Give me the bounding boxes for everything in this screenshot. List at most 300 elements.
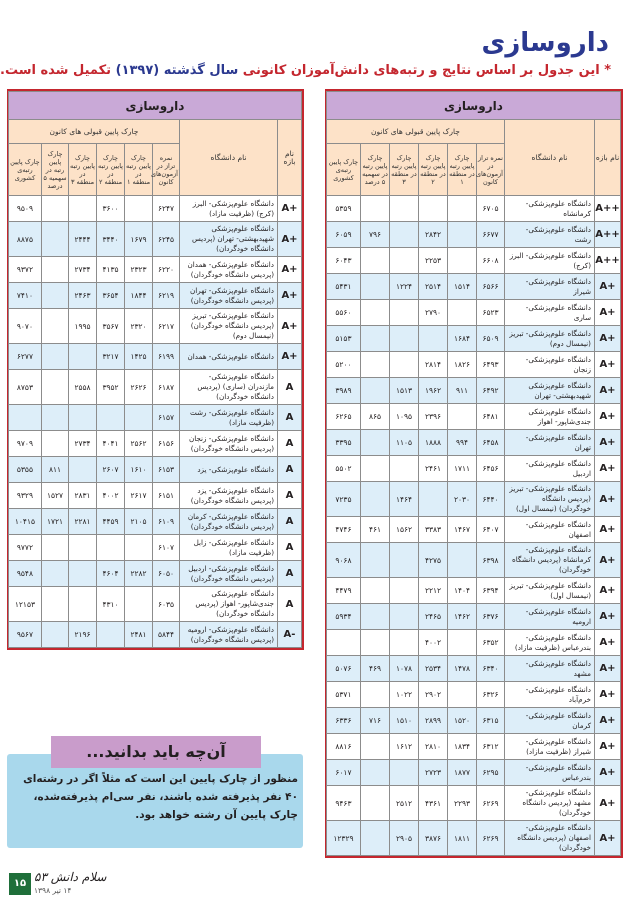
national-rank-cell: ۹۷۷۲ <box>8 535 41 561</box>
university-name: دانشگاه علوم‌پزشکی- یزد <box>180 457 278 483</box>
region2-cell: ۳۸۷۶ <box>419 821 448 856</box>
table-row <box>8 509 301 535</box>
table-body <box>326 196 620 856</box>
national-rank-cell: ۱۲۳۲۹ <box>326 821 360 856</box>
national-rank-cell: ۹۵۶۷ <box>8 622 41 648</box>
university-name: دانشگاه علوم‌پزشکی- تهران <box>505 430 595 456</box>
score-cell: ۶۲۶۹ <box>477 821 505 856</box>
issue-date: ۱۴ تیر ۱۳۹۸ <box>34 886 72 895</box>
tier-badge: A+ <box>595 300 621 326</box>
university-name: دانشگاه علوم‌پزشکی- البرز (کرج) <box>505 248 595 274</box>
region2-cell: ۴۰۰۲ <box>97 483 125 509</box>
national-rank-cell: ۵۰۷۶ <box>326 656 360 682</box>
national-rank-cell: ۵۳۵۹ <box>326 196 360 222</box>
region1-cell <box>125 196 153 222</box>
region2-cell: ۳۲۱۷ <box>97 344 125 370</box>
table-row <box>326 630 620 656</box>
table-row <box>326 430 620 456</box>
score-cell: ۶۳۹۸ <box>477 543 505 578</box>
page-number: ۱۵ <box>9 873 31 895</box>
region3-cell <box>390 300 419 326</box>
score-cell: ۶۰۵۰ <box>153 561 180 587</box>
table-row <box>8 196 301 222</box>
score-cell: ۶۳۴۰ <box>477 656 505 682</box>
table-row <box>326 326 620 352</box>
national-rank-cell: ۴۴۷۹ <box>326 578 360 604</box>
tier-badge: A+ <box>278 283 302 309</box>
table-row <box>326 734 620 760</box>
national-rank-cell: ۸۷۵۳ <box>8 370 41 405</box>
quota5-cell <box>361 821 390 856</box>
region3-cell: ۲۴۶۳ <box>69 283 97 309</box>
region2-cell: ۲۸۱۴ <box>419 352 448 378</box>
score-cell: ۶۶۷۷ <box>477 222 505 248</box>
region2-cell <box>97 405 125 431</box>
national-rank-cell: ۵۹۳۴ <box>326 604 360 630</box>
table-row <box>326 352 620 378</box>
table-row <box>326 786 620 821</box>
score-cell: ۶۳۷۶ <box>477 604 505 630</box>
score-cell: ۶۳۵۲ <box>477 630 505 656</box>
tier-badge: A++ <box>595 248 621 274</box>
tier-badge: A <box>278 370 302 405</box>
region2-cell: ۲۸۹۹ <box>419 708 448 734</box>
region1-cell: ۱۸۲۶ <box>448 352 477 378</box>
table-row <box>326 274 620 300</box>
subtitle-part-1: * این جدول بر اساس نتایج و رتبه‌های دانش‌آموزان کانونی <box>238 63 611 78</box>
region3-cell <box>69 457 97 483</box>
region2-cell: ۳۴۴۰ <box>97 222 125 257</box>
region1-cell <box>448 543 477 578</box>
quota5-cell <box>361 682 390 708</box>
tier-badge: A+ <box>595 517 621 543</box>
page-title: داروسازی <box>481 28 609 58</box>
university-name: دانشگاه علوم‌پزشکی- شیراز <box>505 274 595 300</box>
col-region2: چارک پایین رتبه در منطقه ۲ <box>419 144 448 196</box>
university-name: دانشگاه علوم‌پزشکی- اردبیل <box>505 456 595 482</box>
university-name: دانشگاه علوم‌پزشکی- شیراز (ظرفیت مازاد) <box>505 734 595 760</box>
score-cell: ۶۱۰۷ <box>153 535 180 561</box>
national-rank-cell: ۶۰۱۷ <box>326 760 360 786</box>
university-name: دانشگاه علوم‌پزشکی شهیدبهشتی- تهران (پردیس دانشگاه خودگردان) <box>180 222 278 257</box>
tier-badge: A- <box>278 622 302 648</box>
quota5-cell <box>361 300 390 326</box>
national-rank-cell: ۶۰۵۹ <box>326 222 360 248</box>
region2-cell: ۳۶۰۰ <box>97 196 125 222</box>
university-name: دانشگاه علوم‌پزشکی- کرمان <box>505 708 595 734</box>
region1-cell: ۱۴۶۷ <box>448 517 477 543</box>
national-rank-cell: ۱۰۴۱۵ <box>8 509 41 535</box>
score-cell: ۶۵۶۶ <box>477 274 505 300</box>
region1-cell <box>448 222 477 248</box>
national-rank-cell: ۵۵۰۲ <box>326 456 360 482</box>
score-cell: ۶۲۴۷ <box>153 196 180 222</box>
tier-badge: A <box>278 535 302 561</box>
region2-cell: ۴۳۱۰ <box>97 587 125 622</box>
region1-cell: ۲۶۱۷ <box>125 483 153 509</box>
quota5-cell <box>361 430 390 456</box>
region3-cell <box>390 604 419 630</box>
region3-cell <box>390 352 419 378</box>
table-row <box>326 543 620 578</box>
region3-cell <box>390 196 419 222</box>
region3-cell: ۱۰۹۵ <box>390 404 419 430</box>
col-region1: چارک پایین رتبه در منطقه ۱ <box>448 144 477 196</box>
region1-cell: ۱۴۲۵ <box>125 344 153 370</box>
score-cell: ۶۳۱۲ <box>477 734 505 760</box>
region2-cell: ۲۳۹۶ <box>419 404 448 430</box>
region2-cell: ۱۹۶۲ <box>419 378 448 404</box>
tier-badge: A+ <box>595 630 621 656</box>
national-rank-cell: ۸۸۷۵ <box>8 222 41 257</box>
region1-cell: ۲۳۲۳ <box>125 257 153 283</box>
region2-cell <box>419 326 448 352</box>
region1-cell: ۱۵۲۰ <box>448 708 477 734</box>
col-university: نام دانشگاه <box>505 120 595 196</box>
region2-cell: ۲۷۹۰ <box>419 300 448 326</box>
tier-badge: A <box>278 457 302 483</box>
region2-cell: ۴۴۵۹ <box>97 509 125 535</box>
subtitle-year: سال گذشته (۱۳۹۷) <box>115 63 239 78</box>
region3-cell <box>390 760 419 786</box>
region1-cell: ۱۴۰۴ <box>448 578 477 604</box>
ranking-table-left <box>7 89 304 650</box>
national-rank-cell: ۶۲۷۷ <box>8 344 41 370</box>
university-name: دانشگاه علوم‌پزشکی- تبریز (نیمسال اول) <box>505 578 595 604</box>
university-name: دانشگاه علوم‌پزشکی- مازندران (ساری) (پردیس دانشگاه خودگردان) <box>180 370 278 405</box>
table-row <box>326 604 620 630</box>
col-university: نام دانشگاه <box>180 120 278 196</box>
university-name: دانشگاه علوم‌پزشکی- رشت <box>505 222 595 248</box>
score-cell: ۶۴۰۷ <box>477 517 505 543</box>
region3-cell <box>69 535 97 561</box>
tier-badge: A <box>278 561 302 587</box>
score-cell: ۶۱۸۷ <box>153 370 180 405</box>
col-tier: نام بازه <box>278 120 302 196</box>
tier-badge: A+ <box>595 543 621 578</box>
university-name: دانشگاه علوم‌پزشکی- همدان (پردیس دانشگاه خودگردان) <box>180 257 278 283</box>
quota5-cell: ۷۹۶ <box>361 222 390 248</box>
table-row <box>8 483 301 509</box>
tier-badge: A+ <box>595 682 621 708</box>
national-rank-cell: ۹۳۷۲ <box>8 257 41 283</box>
region2-cell: ۲۹۰۲ <box>419 682 448 708</box>
region1-cell <box>125 587 153 622</box>
region1-cell <box>448 248 477 274</box>
region1-cell <box>448 682 477 708</box>
tier-badge: A+ <box>595 430 621 456</box>
table-row <box>8 257 301 283</box>
table-row <box>326 482 620 517</box>
tier-badge: A+ <box>278 222 302 257</box>
score-cell: ۶۴۵۶ <box>477 456 505 482</box>
ranking-table-right <box>325 89 623 858</box>
university-name: دانشگاه علوم‌پزشکی- ارومیه <box>505 604 595 630</box>
university-name: دانشگاه علوم‌پزشکی- زابل (ظرفیت مازاد) <box>180 535 278 561</box>
university-name: دانشگاه علوم‌پزشکی- زنجان <box>505 352 595 378</box>
table-row <box>326 578 620 604</box>
national-rank-cell: ۳۹۸۹ <box>326 378 360 404</box>
region2-cell: ۱۸۸۸ <box>419 430 448 456</box>
region2-cell: ۲۶۰۷ <box>97 457 125 483</box>
col-quota5: چارک پایین رتبه در سهمیه ۵ درصد <box>42 144 69 196</box>
national-rank-cell: ۱۲۱۵۳ <box>8 587 41 622</box>
university-name: دانشگاه علوم‌پزشکی- کرمانشاه (پردیس دانشگاه خودگردان) <box>505 543 595 578</box>
region3-cell <box>390 578 419 604</box>
col-region1: چارک پایین رتبه در منطقه ۱ <box>125 144 153 196</box>
region2-cell: ۴۳۶۱ <box>419 786 448 821</box>
region1-cell: ۱۴۶۲ <box>448 604 477 630</box>
table-row <box>8 344 301 370</box>
university-name: دانشگاه علوم‌پزشکی- اصفهان <box>505 517 595 543</box>
table-row <box>8 405 301 431</box>
col-national: چارک پایین رتبه‌ی کشوری <box>8 144 41 196</box>
university-name: دانشگاه علوم‌پزشکی- بندرعباس <box>505 760 595 786</box>
score-cell: ۶۵۲۳ <box>477 300 505 326</box>
quota5-cell <box>42 405 69 431</box>
tier-badge: A+ <box>595 821 621 856</box>
quota5-cell <box>42 622 69 648</box>
university-name: دانشگاه علوم‌پزشکی شهیدبهشتی- تهران <box>505 378 595 404</box>
region2-cell <box>419 482 448 517</box>
region3-cell: ۲۵۱۲ <box>390 786 419 821</box>
region1-cell: ۹۱۱ <box>448 378 477 404</box>
score-cell: ۶۱۵۶ <box>153 431 180 457</box>
tier-badge: A+ <box>595 378 621 404</box>
score-cell: ۶۰۳۵ <box>153 587 180 622</box>
quota5-cell <box>361 326 390 352</box>
region2-cell: ۴۱۳۵ <box>97 257 125 283</box>
score-cell: ۶۲۱۷ <box>153 309 180 344</box>
tier-badge: A <box>278 431 302 457</box>
region1-cell: ۲۶۲۶ <box>125 370 153 405</box>
national-rank-cell: ۵۳۵۵ <box>8 457 41 483</box>
score-cell: ۶۱۵۱ <box>153 483 180 509</box>
tier-badge: A <box>278 587 302 622</box>
quota5-cell <box>361 482 390 517</box>
quota5-cell <box>42 561 69 587</box>
national-rank-cell: ۶۰۴۳ <box>326 248 360 274</box>
region1-cell: ۲۲۸۲ <box>125 561 153 587</box>
quota5-cell <box>361 786 390 821</box>
quota5-cell <box>42 535 69 561</box>
region3-cell <box>390 326 419 352</box>
quota5-cell <box>361 543 390 578</box>
tier-badge: A <box>278 483 302 509</box>
quota5-cell: ۸۶۵ <box>361 404 390 430</box>
score-cell: ۶۱۵۳ <box>153 457 180 483</box>
quota5-cell: ۴۶۱ <box>361 517 390 543</box>
national-rank-cell: ۴۷۴۶ <box>326 517 360 543</box>
quota5-cell: ۱۵۲۷ <box>42 483 69 509</box>
national-rank-cell: ۷۲۳۵ <box>326 482 360 517</box>
national-rank-cell: ۵۲۰۰ <box>326 352 360 378</box>
tier-badge: A+ <box>595 760 621 786</box>
region3-cell: ۲۴۴۴ <box>69 222 97 257</box>
university-name: دانشگاه علوم‌پزشکی- زنجان (پردیس دانشگاه خودگردان) <box>180 431 278 457</box>
region3-cell <box>390 222 419 248</box>
region2-cell <box>97 535 125 561</box>
quota5-cell <box>42 257 69 283</box>
tier-badge: A+ <box>278 196 302 222</box>
region3-cell: ۱۵۶۲ <box>390 517 419 543</box>
col-group: چارک پایین قبولی های کانون <box>326 120 504 144</box>
region1-cell <box>125 535 153 561</box>
region3-cell: ۱۴۶۴ <box>390 482 419 517</box>
region3-cell <box>69 561 97 587</box>
university-name: دانشگاه علوم‌پزشکی جندی‌شاپور- اهواز <box>505 404 595 430</box>
national-rank-cell: ۶۳۳۶ <box>326 708 360 734</box>
quota5-cell <box>361 604 390 630</box>
score-cell: ۶۷۰۵ <box>477 196 505 222</box>
table-row <box>8 309 301 344</box>
col-tier: نام بازه <box>595 120 621 196</box>
region1-cell: ۲۱۰۵ <box>125 509 153 535</box>
score-cell: ۶۳۱۵ <box>477 708 505 734</box>
quota5-cell <box>361 630 390 656</box>
region3-cell <box>390 248 419 274</box>
tier-badge: A+ <box>595 326 621 352</box>
region1-cell: ۱۸۴۴ <box>125 283 153 309</box>
tier-badge: A+ <box>595 578 621 604</box>
quota5-cell <box>42 587 69 622</box>
region2-cell: ۲۵۱۴ <box>419 274 448 300</box>
region1-cell: ۱۶۷۹ <box>125 222 153 257</box>
table-row <box>8 222 301 257</box>
tier-badge: A+ <box>278 257 302 283</box>
university-name: دانشگاه علوم‌پزشکی- رشت (ظرفیت مازاد) <box>180 405 278 431</box>
quota5-cell: ۷۱۶ <box>361 708 390 734</box>
score-cell: ۶۶۰۸ <box>477 248 505 274</box>
national-rank-cell: ۹۷۰۹ <box>8 431 41 457</box>
table-row <box>326 456 620 482</box>
university-name: دانشگاه علوم‌پزشکی- تبریز (پردیس دانشگاه خودگردان) (نیمسال اول) <box>505 482 595 517</box>
region2-cell: ۲۵۳۴ <box>419 656 448 682</box>
region3-cell: ۱۱۰۵ <box>390 430 419 456</box>
quota5-cell <box>42 344 69 370</box>
university-name: دانشگاه علوم‌پزشکی- البرز (کرج) (ظرفیت مازاد) <box>180 196 278 222</box>
table-title: داروسازی <box>326 92 620 120</box>
table-row <box>326 404 620 430</box>
table-row <box>8 622 301 648</box>
callout-title: آن‌چه باید بدانید... <box>51 736 261 768</box>
region2-cell: ۴۰۰۲ <box>419 630 448 656</box>
region2-cell: ۳۳۸۳ <box>419 517 448 543</box>
region1-cell <box>448 300 477 326</box>
tier-badge: A+ <box>278 309 302 344</box>
region2-cell: ۲۸۴۲ <box>419 222 448 248</box>
university-name: دانشگاه علوم‌پزشکی- ارومیه (پردیس دانشگاه خودگردان) <box>180 622 278 648</box>
table-row <box>326 682 620 708</box>
table-row <box>326 517 620 543</box>
col-national: چارک پایین رتبه‌ی کشوری <box>326 144 360 196</box>
score-cell: ۶۴۸۱ <box>477 404 505 430</box>
score-cell: ۵۸۴۴ <box>153 622 180 648</box>
region3-cell: ۱۹۹۵ <box>69 309 97 344</box>
national-rank-cell: ۹۵۰۹ <box>8 196 41 222</box>
quota5-cell: ۱۷۲۱ <box>42 509 69 535</box>
region3-cell: ۲۲۸۱ <box>69 509 97 535</box>
region1-cell <box>448 630 477 656</box>
table-row <box>326 708 620 734</box>
tier-badge: A+ <box>595 456 621 482</box>
tier-badge: A+ <box>595 786 621 821</box>
region2-cell <box>419 196 448 222</box>
region1-cell: ۹۹۴ <box>448 430 477 456</box>
region1-cell <box>448 404 477 430</box>
region3-cell <box>390 456 419 482</box>
region2-cell: ۳۵۶۷ <box>97 309 125 344</box>
table-row <box>8 431 301 457</box>
score-cell: ۶۵۰۹ <box>477 326 505 352</box>
region1-cell <box>125 405 153 431</box>
magazine-brand: سلام دانش ۵۳ <box>34 870 107 884</box>
region3-cell: ۲۷۳۴ <box>69 431 97 457</box>
score-cell: ۶۱۹۹ <box>153 344 180 370</box>
university-name: دانشگاه علوم‌پزشکی- تبریز (نیمسال دوم) <box>505 326 595 352</box>
region2-cell: ۴۶۰۴ <box>97 561 125 587</box>
region1-cell: ۲۵۶۲ <box>125 431 153 457</box>
region3-cell <box>69 587 97 622</box>
score-cell: ۶۳۲۶ <box>477 682 505 708</box>
score-cell: ۶۱۰۹ <box>153 509 180 535</box>
region3-cell <box>390 630 419 656</box>
table-row <box>326 196 620 222</box>
region3-cell <box>390 543 419 578</box>
region2-cell: ۲۲۱۲ <box>419 578 448 604</box>
university-name: دانشگاه علوم‌پزشکی- تهران (پردیس دانشگاه خودگردان) <box>180 283 278 309</box>
region2-cell: ۴۰۴۱ <box>97 431 125 457</box>
tier-badge: A+ <box>595 604 621 630</box>
national-rank-cell: ۹۳۲۹ <box>8 483 41 509</box>
region1-cell <box>448 196 477 222</box>
quota5-cell <box>361 274 390 300</box>
tier-badge: A+ <box>595 404 621 430</box>
table-row <box>326 222 620 248</box>
quota5-cell: ۸۱۱ <box>42 457 69 483</box>
national-rank-cell: ۵۵۶۰ <box>326 300 360 326</box>
region3-cell: ۲۵۵۸ <box>69 370 97 405</box>
national-rank-cell <box>326 630 360 656</box>
score-cell: ۶۲۴۵ <box>153 222 180 257</box>
university-name: دانشگاه علوم‌پزشکی جندی‌شاپور- اهواز (پردیس دانشگاه خودگردان) <box>180 587 278 622</box>
university-name: دانشگاه علوم‌پزشکی- ساری <box>505 300 595 326</box>
quota5-cell <box>42 196 69 222</box>
region3-cell: ۲۷۳۴ <box>69 257 97 283</box>
col-group: چارک پایین قبولی های کانون <box>8 120 179 144</box>
col-score: نمره تراز در آزمون‌های کانون <box>153 144 180 196</box>
region2-cell: ۲۴۶۵ <box>419 604 448 630</box>
quota5-cell <box>361 578 390 604</box>
table-row <box>8 457 301 483</box>
national-rank-cell: ۳۳۹۵ <box>326 430 360 456</box>
table-row <box>8 561 301 587</box>
tier-badge: A+ <box>595 734 621 760</box>
university-name: دانشگاه علوم‌پزشکی- کرمانشاه <box>505 196 595 222</box>
region3-cell: ۱۰۷۸ <box>390 656 419 682</box>
table-row <box>326 821 620 856</box>
university-name: دانشگاه علوم‌پزشکی- اردبیل (پردیس دانشگاه خودگردان) <box>180 561 278 587</box>
region2-cell <box>97 622 125 648</box>
region2-cell: ۳۹۵۲ <box>97 370 125 405</box>
table-body <box>8 196 301 648</box>
national-rank-cell: ۸۸۱۶ <box>326 734 360 760</box>
region1-cell: ۲۳۲۰ <box>125 309 153 344</box>
university-name: دانشگاه علوم‌پزشکی- مشهد <box>505 656 595 682</box>
table-row <box>326 248 620 274</box>
col-region3: چارک پایین رتبه در منطقه ۳ <box>390 144 419 196</box>
region2-cell: ۲۷۲۳ <box>419 760 448 786</box>
